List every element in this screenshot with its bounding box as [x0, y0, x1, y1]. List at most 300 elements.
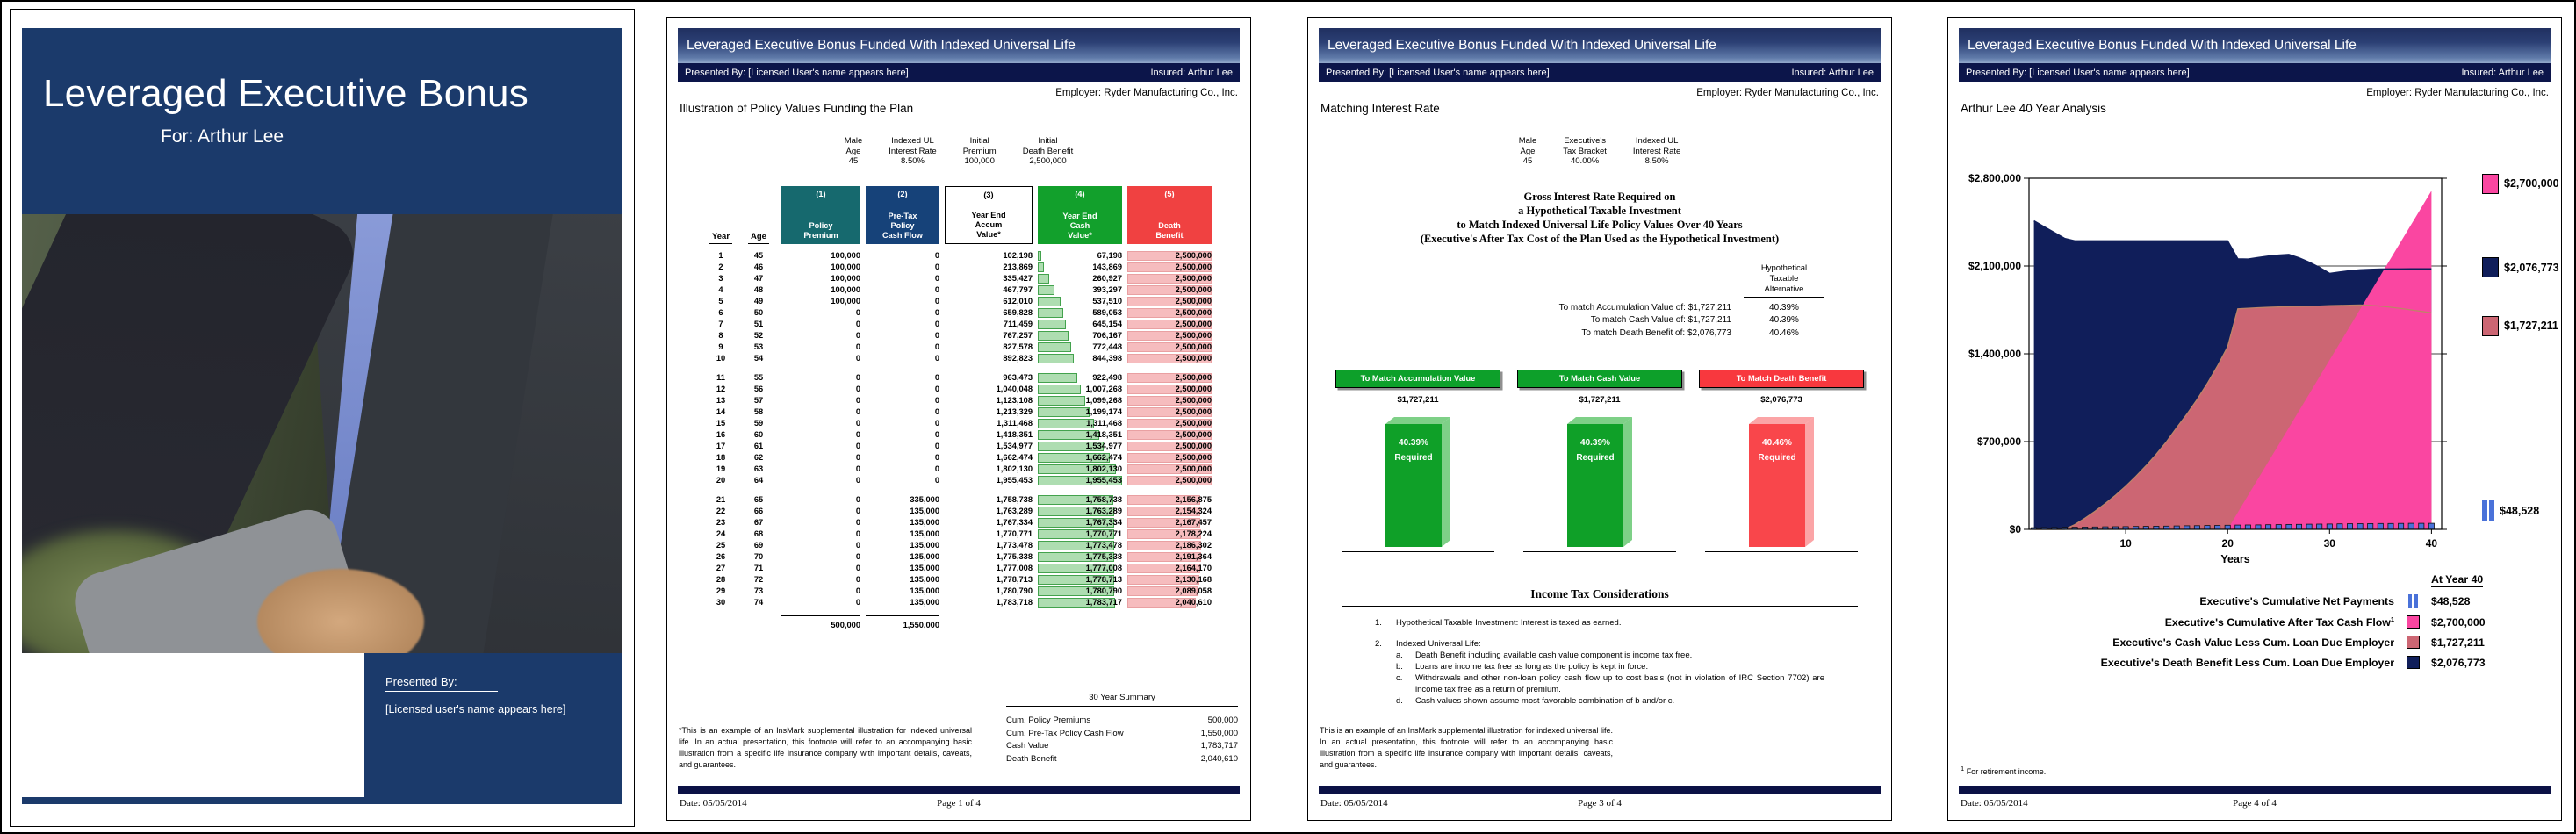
table-cell: 5 [718, 296, 723, 306]
death-benefit-text: 2,500,000 [1175, 452, 1212, 462]
table-cell: 0 [855, 586, 860, 595]
summary-value: 500,000 [1207, 715, 1238, 725]
table-cell: 62 [753, 452, 764, 462]
table-cell: 0 [934, 406, 939, 416]
table-cell: 59 [753, 418, 764, 428]
table-cell: 335,427 [1003, 273, 1033, 283]
death-benefit-text: 2,500,000 [1175, 342, 1212, 351]
table-cell: 18 [716, 452, 726, 462]
death-benefit-cell [1127, 429, 1212, 441]
table-row [706, 429, 1212, 441]
parameter-line: Age [845, 146, 861, 156]
svg-text:$2,800,000: $2,800,000 [1968, 172, 2021, 184]
death-benefit-text: 2,500,000 [1175, 296, 1212, 306]
cash-value-cell [1038, 284, 1122, 296]
tax-subitem-text: Cash values shown assume most favorable combination of b and/or c. [1415, 696, 1675, 706]
tax-item [1375, 638, 1824, 707]
cash-value-cell [1038, 319, 1122, 330]
bar-3d [1716, 405, 1847, 550]
summary-rule [1006, 706, 1238, 707]
table-cell: 9 [718, 342, 723, 351]
cash-value-text: 393,297 [1092, 284, 1122, 294]
parameter-line: 100,000 [964, 156, 995, 166]
death-benefit-cell [1127, 342, 1212, 353]
footer-date: Date: 05/05/2014 [680, 798, 747, 809]
tax-title: Income Tax Considerations [1530, 587, 1669, 600]
footer-bar [678, 786, 1240, 794]
table-cell: 135,000 [910, 574, 939, 584]
cash-value-cell [1038, 262, 1122, 273]
column-label: Year End Accum Value* [971, 210, 1006, 239]
death-benefit-cell [1127, 506, 1212, 517]
cash-value-cell [1038, 494, 1122, 506]
table-cell: 0 [855, 517, 860, 527]
table-cell: 1,955,453 [996, 475, 1033, 485]
table-cell: 64 [753, 475, 764, 485]
parameter-line: Male [1518, 136, 1537, 146]
death-benefit-text: 2,164,170 [1175, 563, 1212, 572]
tax-subitem [1396, 695, 1824, 707]
table-cell: 28 [716, 574, 726, 584]
death-benefit-text: 2,130,168 [1175, 574, 1212, 584]
parameter-line: Age [1520, 146, 1536, 156]
death-benefit-cell [1127, 296, 1212, 307]
cash-value-text: 143,869 [1092, 262, 1122, 271]
table-cell: 56 [753, 384, 764, 393]
cash-value-cell [1038, 273, 1122, 284]
table-cell: 21 [716, 494, 726, 504]
match-label: To match Accumulation Value of: $1,727,211 [1558, 302, 1731, 313]
death-benefit-text: 2,178,224 [1175, 528, 1212, 538]
table-cell: 135,000 [910, 563, 939, 572]
death-benefit-text: 2,500,000 [1175, 406, 1212, 416]
cover-presenter-block [385, 674, 565, 715]
cash-value-cell [1038, 597, 1122, 608]
table-cell: 100,000 [831, 273, 860, 283]
page-footer [678, 786, 1240, 811]
table-row [706, 250, 1212, 262]
legend-swatch [2482, 257, 2499, 277]
table-row [706, 597, 1212, 608]
table-cell: 0 [934, 319, 939, 328]
cash-value-cell [1038, 475, 1122, 486]
parameter-line: Premium [962, 146, 997, 156]
heading-line: Gross Interest Rate Required on [1523, 190, 1676, 203]
table-cell: 0 [934, 353, 939, 363]
table-gap-row [706, 364, 1212, 372]
table-row [706, 517, 1212, 528]
table-row [706, 284, 1212, 296]
table-cell: 0 [855, 551, 860, 561]
footnote-text: For retirement income. [1966, 767, 2047, 776]
death-benefit-text: 2,500,000 [1175, 262, 1212, 271]
table-cell: 0 [934, 330, 939, 340]
column-number: (3) [983, 190, 994, 199]
cash-value-text: 1,955,453 [1085, 475, 1122, 485]
cash-value-text: 1,534,977 [1085, 441, 1122, 450]
summary-label: Cum. Policy Premiums [1006, 715, 1091, 725]
table-row [706, 574, 1212, 586]
at-year-row-label: Executive's Cash Value Less Cum. Loan Due Employer [2112, 636, 2394, 649]
table-cell: 23 [716, 517, 726, 527]
table-row [706, 395, 1212, 406]
table-cell: 1,780,790 [996, 586, 1033, 595]
report-header-subbar [678, 63, 1240, 82]
death-benefit-cell [1127, 273, 1212, 284]
table-cell: 0 [855, 563, 860, 572]
cover-title: Leveraged Executive Bonus [43, 72, 529, 115]
summary-rows [1006, 715, 1238, 766]
heading-line: a Hypothetical Taxable Investment [1518, 204, 1681, 217]
column-label: Year End Cash Value* [1062, 211, 1097, 240]
chart-legend-entry [2482, 257, 2559, 277]
cash-value-text: 1,767,334 [1085, 517, 1122, 527]
table-row [706, 506, 1212, 517]
report-page-3 [1307, 17, 1892, 821]
table-cell: 1,040,048 [996, 384, 1033, 393]
bar-title-box: To Match Accumulation Value [1335, 370, 1500, 388]
plan-parameter [1633, 136, 1680, 167]
table-row [706, 494, 1212, 506]
column-number: (2) [897, 189, 908, 198]
table-cell: 55 [753, 372, 764, 382]
table-cell: 10 [716, 353, 726, 363]
match-percent: 40.39% [1769, 302, 1799, 313]
tax-item [1375, 617, 1824, 629]
tax-subitem-letter: d. [1396, 696, 1403, 706]
label-superscript: 1 [2390, 615, 2394, 623]
death-benefit-cell [1127, 464, 1212, 475]
table-cell: 827,578 [1003, 342, 1033, 351]
tax-subitem-text: Loans are income tax free as long as the policy is kept in force. [1415, 662, 1649, 672]
table-cell: 66 [753, 506, 764, 515]
table-cell: 1,802,130 [996, 464, 1033, 473]
death-benefit-text: 2,156,875 [1175, 494, 1212, 504]
table-cell: 0 [855, 418, 860, 428]
employer-line: Employer: Ryder Manufacturing Co., Inc. [1055, 88, 1238, 98]
cash-value-cell [1038, 517, 1122, 528]
table-row [706, 540, 1212, 551]
table-cell: 58 [753, 406, 764, 416]
table-cell: 61 [753, 441, 764, 450]
death-benefit-cell [1127, 475, 1212, 486]
footnote [1961, 765, 2046, 776]
table-cell: 0 [855, 330, 860, 340]
death-benefit-cell [1127, 494, 1212, 506]
svg-text:40.46%: 40.46% [1762, 438, 1792, 448]
cash-value-cell [1038, 384, 1122, 395]
table-cell: 0 [934, 384, 939, 393]
death-benefit-cell [1127, 517, 1212, 528]
header-insured: Insured: Arthur Lee [2461, 67, 2544, 78]
table-cell: 73 [753, 586, 764, 595]
table-cell: 0 [934, 262, 939, 271]
cash-value-cell [1038, 330, 1122, 342]
svg-text:40: 40 [2425, 537, 2438, 550]
cover-photo [22, 214, 622, 653]
tax-list [1375, 617, 1824, 707]
death-benefit-cell [1127, 441, 1212, 452]
chart-legend-entry [2482, 500, 2539, 521]
death-benefit-cell [1127, 406, 1212, 418]
report-page-1 [666, 17, 1251, 821]
cash-value-cell [1038, 452, 1122, 464]
cash-value-text: 1,099,268 [1085, 395, 1122, 405]
cash-value-text: 1,778,713 [1085, 574, 1122, 584]
column-header-box [945, 186, 1033, 244]
age-column-label: Age [748, 232, 769, 244]
table-cell: 47 [753, 273, 764, 283]
cash-value-cell [1038, 528, 1122, 540]
table-row [706, 307, 1212, 319]
cash-value-cell [1038, 307, 1122, 319]
plan-parameter [845, 136, 863, 167]
match-row [1363, 314, 1837, 327]
death-benefit-text: 2,089,058 [1175, 586, 1212, 595]
plan-parameters [1319, 136, 1881, 167]
death-benefit-text: 2,500,000 [1175, 464, 1212, 473]
at-year-row-value: $1,727,211 [2431, 636, 2485, 649]
death-benefit-text: 2,500,000 [1175, 273, 1212, 283]
death-benefit-text: 2,500,000 [1175, 429, 1212, 439]
cover-bottom-panel [22, 653, 622, 804]
footer-bar [1319, 786, 1881, 794]
series-swatch [2407, 636, 2420, 649]
footer-page-number: Page 1 of 4 [937, 798, 981, 809]
cash-value-text: 922,498 [1092, 372, 1122, 382]
table-cell: 16 [716, 429, 726, 439]
table-cell: 0 [934, 296, 939, 306]
table-cell: 0 [934, 452, 939, 462]
bar-baseline [1523, 551, 1676, 552]
heading-line: to Match Indexed Universal Life Policy Values Over 40 Years [1457, 218, 1743, 231]
parameter-line: 45 [1522, 156, 1533, 166]
table-cell: 467,797 [1003, 284, 1033, 294]
cash-value-text: 1,199,174 [1085, 406, 1122, 416]
at-year-row-value: $2,076,773 [2431, 656, 2486, 669]
table-cell: 135,000 [910, 551, 939, 561]
footnote: This is an example of an InsMark supplemental illustration for indexed universal life. In an actual presentation, this footnote will refer to an accompanying basic illustration from a specific life insurance company with important details, caveats, and guarantees. [1320, 726, 1613, 769]
match-table [1363, 263, 1837, 341]
bar-3d [1534, 405, 1666, 550]
column-label: Death Benefit [1155, 220, 1184, 240]
net-payments-legend-icon [2482, 500, 2494, 521]
table-cell: 0 [855, 384, 860, 393]
section-title: Illustration of Policy Values Funding the Plan [680, 102, 914, 115]
table-cell: 1,767,334 [996, 517, 1033, 527]
matching-rate-bar-charts [1319, 370, 1881, 552]
death-benefit-cell [1127, 418, 1212, 429]
match-row [1363, 327, 1837, 341]
table-cell: 1,770,771 [996, 528, 1033, 538]
employer-line: Employer: Ryder Manufacturing Co., Inc. [2366, 88, 2549, 98]
table-cell: 0 [855, 475, 860, 485]
table-cell: 100,000 [831, 250, 860, 260]
table-cell: 0 [934, 418, 939, 428]
cash-value-text: 1,775,338 [1085, 551, 1122, 561]
table-cell: 52 [753, 330, 764, 340]
at-year-40-table [1959, 573, 2535, 669]
cash-value-text: 1,783,717 [1085, 597, 1122, 607]
table-cell: 71 [753, 563, 764, 572]
bar-3d [1352, 405, 1484, 550]
table-row [706, 528, 1212, 540]
death-benefit-text: 2,500,000 [1175, 284, 1212, 294]
table-row [706, 563, 1212, 574]
table-cell: 0 [934, 307, 939, 317]
table-cell: 24 [716, 528, 726, 538]
column-header-box [1127, 186, 1212, 244]
death-benefit-cell [1127, 353, 1212, 364]
table-row [706, 372, 1212, 384]
death-benefit-text: 2,500,000 [1175, 384, 1212, 393]
summary-row [1006, 740, 1238, 753]
cash-value-cell [1038, 418, 1122, 429]
year-column-label: Year [709, 232, 732, 244]
cover-title-panel [22, 28, 622, 214]
table-cell: 0 [855, 441, 860, 450]
parameter-line: Death Benefit [1022, 146, 1074, 156]
table-cell: 20 [716, 475, 726, 485]
legend-value: $2,076,773 [2504, 261, 2559, 274]
table-cell: 45 [753, 250, 764, 260]
cash-value-text: 67,198 [1097, 250, 1122, 260]
svg-text:Required: Required [1576, 453, 1615, 463]
parameter-line: 8.50% [1644, 156, 1669, 166]
table-cell: 0 [855, 464, 860, 473]
table-row [706, 319, 1212, 330]
table-cell: 13 [716, 395, 726, 405]
matching-rate-bar [1335, 370, 1500, 552]
table-cell: 767,257 [1003, 330, 1033, 340]
table-row [706, 475, 1212, 486]
table-cell: 46 [753, 262, 764, 271]
summary-value: 1,550,000 [1200, 728, 1238, 738]
death-benefit-cell [1127, 330, 1212, 342]
footnote: *This is an example of an InsMark supplemental illustration for indexed universal life. In an actual presentation, this footnote will refer to an accompanying basic illustration from a specific life insurance company with important details, caveats, and guarantees. [679, 726, 972, 769]
alt-header-line: Alternative [1764, 284, 1804, 294]
table-cell: 892,823 [1003, 353, 1033, 363]
plan-parameter [1519, 136, 1537, 167]
table-cell: 22 [716, 506, 726, 515]
page-footer [1959, 786, 2551, 811]
table-cell: 135,000 [910, 528, 939, 538]
table-cell: 1,123,108 [996, 395, 1033, 405]
table-cell: 0 [934, 429, 939, 439]
table-cell: 72 [753, 574, 764, 584]
chart-legend-entry [2482, 316, 2558, 336]
death-benefit-text: 2,500,000 [1175, 475, 1212, 485]
summary-row [1006, 728, 1238, 741]
table-cell: 2 [718, 262, 723, 271]
table-cell: 0 [934, 342, 939, 351]
gross-interest-heading [1319, 190, 1881, 246]
death-benefit-text: 2,500,000 [1175, 441, 1212, 450]
plan-parameter [1563, 136, 1607, 167]
table-cell: 1,534,977 [996, 441, 1033, 450]
tax-item-text: Indexed Universal Life: a. Death Benefit including available cash value component is income tax free. b. Loans are income tax free as long as the policy is kept in force. c. Withdrawals and other non-loan policy cash flow up to cost basis (not in violation of IRC Section 7702) are income tax free as a return of premium. d. Cash values shown assume most favorable combination of b and/or c. [1396, 639, 1824, 706]
parameter-line: Interest Rate [889, 146, 937, 156]
death-benefit-text: 2,500,000 [1175, 250, 1212, 260]
report-header-subbar [1959, 63, 2551, 82]
match-label: To match Death Benefit of: $2,076,773 [1581, 327, 1731, 338]
bar-title-box: To Match Cash Value [1517, 370, 1682, 388]
table-cell: 26 [716, 551, 726, 561]
parameter-line: 45 [848, 156, 859, 166]
table-cell: 1,311,468 [997, 418, 1033, 428]
column-header-box [1038, 186, 1122, 244]
summary-row [1006, 753, 1238, 766]
table-cell: 70 [753, 551, 764, 561]
table-row [706, 464, 1212, 475]
plan-parameter [1023, 136, 1074, 167]
heading-line: (Executive's After Tax Cost of the Plan Used as the Hypothetical Investment) [1420, 232, 1780, 245]
table-cell: 1,662,474 [996, 452, 1033, 462]
cash-value-cell [1038, 563, 1122, 574]
plan-parameters [678, 136, 1240, 167]
at-year-40-title: At Year 40 [2431, 573, 2484, 586]
table-cell: 612,010 [1003, 296, 1033, 306]
parameter-line: 8.50% [901, 156, 925, 166]
table-cell: 54 [753, 353, 764, 363]
table-cell: 1,783,718 [996, 597, 1033, 607]
table-row [706, 342, 1212, 353]
table-cell: 50 [753, 307, 764, 317]
column-header-box [781, 186, 860, 244]
table-cell: 19 [716, 464, 726, 473]
legend-value: $48,528 [2500, 505, 2540, 517]
cash-value-cell [1038, 551, 1122, 563]
parameter-line: Initial [1038, 136, 1058, 146]
tax-subitem-letter: c. [1396, 673, 1403, 683]
cash-value-cell [1038, 586, 1122, 597]
cash-value-text: 1,662,474 [1085, 452, 1122, 462]
cover-subtitle: For: Arthur Lee [161, 126, 284, 147]
cash-value-cell [1038, 574, 1122, 586]
summary-row [1006, 715, 1238, 728]
table-cell: 335,000 [910, 494, 939, 504]
table-cell: 0 [855, 353, 860, 363]
bar-value-label: $1,727,211 [1397, 395, 1439, 405]
death-benefit-cell [1127, 307, 1212, 319]
table-cell: 100,000 [831, 296, 860, 306]
table-cell: 0 [855, 494, 860, 504]
table-cell: 135,000 [910, 517, 939, 527]
table-cell: 8 [718, 330, 723, 340]
table-cell: 51 [753, 319, 764, 328]
cash-value-text: 589,053 [1092, 307, 1122, 317]
table-cell: 0 [855, 540, 860, 550]
legend-value: $1,727,211 [2504, 320, 2558, 333]
match-percent: 40.39% [1769, 315, 1799, 325]
svg-text:40.39%: 40.39% [1399, 438, 1428, 448]
death-benefit-text: 2,500,000 [1175, 418, 1212, 428]
table-cell: 1,213,329 [996, 406, 1033, 416]
table-cell: 12 [716, 384, 726, 393]
table-cell: 0 [855, 528, 860, 538]
report-header-title: Leveraged Executive Bonus Funded With Indexed Universal Life [1959, 28, 2551, 63]
cash-value-cell [1038, 353, 1122, 364]
table-cell: 1,763,289 [996, 506, 1033, 515]
income-tax-considerations [1319, 587, 1881, 707]
table-cell: 25 [716, 540, 726, 550]
footer-page-number: Page 4 of 4 [2233, 798, 2277, 809]
table-cell: 74 [753, 597, 764, 607]
cash-value-text: 1,418,351 [1085, 429, 1122, 439]
footnote-superscript: 1 [1961, 765, 1965, 773]
table-cell: 68 [753, 528, 764, 538]
death-benefit-cell [1127, 284, 1212, 296]
